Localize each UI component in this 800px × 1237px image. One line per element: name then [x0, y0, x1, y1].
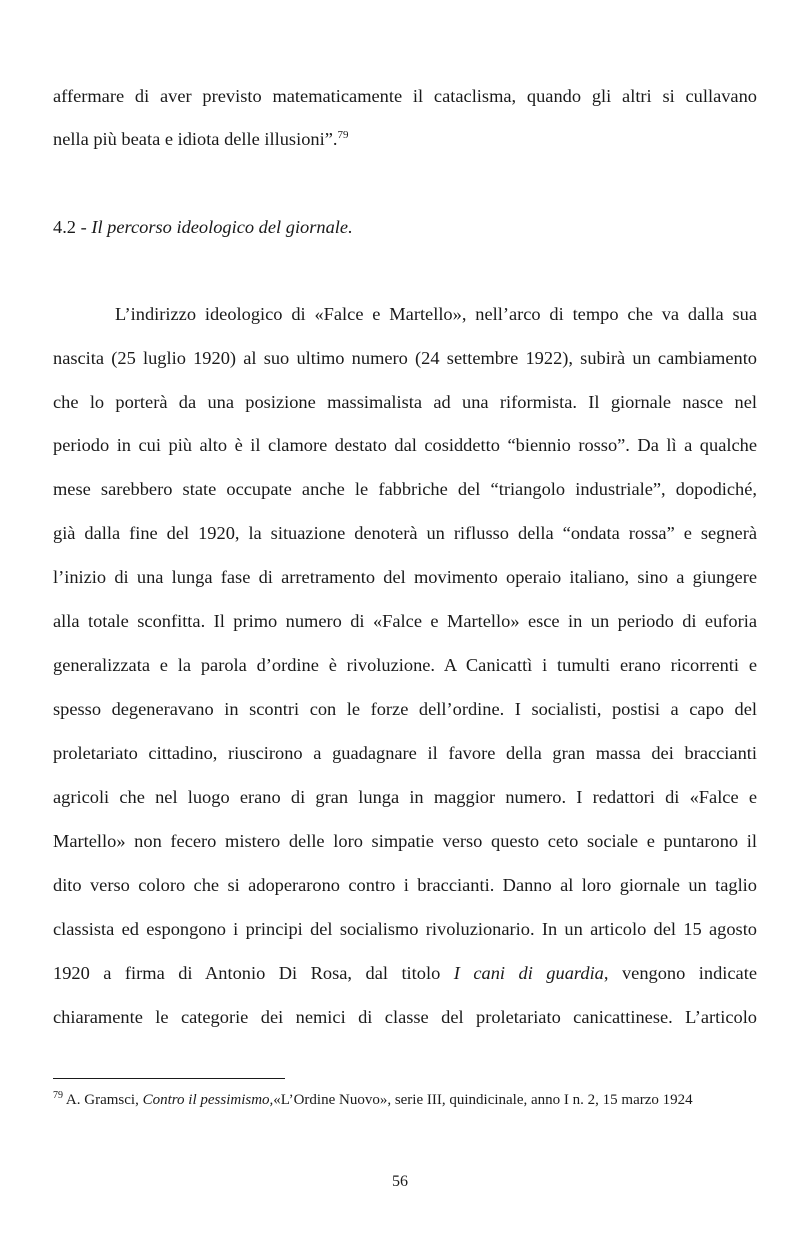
footnote-title: Contro il pessimismo, — [142, 1092, 274, 1108]
section-number: 4.2 - — [53, 217, 87, 237]
text-line: L’indirizzo ideologico di «Falce e Martello», nell’arco di tempo che va dalla sua — [115, 304, 757, 324]
text-line: l’inizio di una lunga fase di arretramento del movimento operaio italiano, sino a giungere — [53, 567, 757, 587]
text-line — [53, 127, 757, 151]
text-line: alla totale sconfitta. Il primo numero di «Falce e Martello» esce in un periodo di euforia — [53, 611, 757, 631]
text-line: Martello» non fecero mistero delle loro simpatie verso questo ceto sociale e puntarono il — [53, 831, 757, 851]
text-segment: 1920 a firma di Antonio Di Rosa, dal titolo — [53, 963, 441, 983]
text-line: che lo porterà da una posizione massimalista ad una riformista. Il giornale nasce nel — [53, 392, 757, 412]
text-line: affermare di aver previsto matematicamente il cataclisma, quando gli altri si cullavano — [53, 86, 757, 106]
text-line: nascita (25 luglio 1920) al suo ultimo numero (24 settembre 1922), subirà un cambiamento — [53, 348, 757, 368]
text-line: proletariato cittadino, riuscirono a guadagnare il favore della gran massa dei braccianti — [53, 743, 757, 763]
footnote-separator — [53, 1078, 285, 1079]
page-number: 56 — [392, 1173, 408, 1190]
text-line-content: nella più beata e idiota delle illusioni”. — [53, 129, 338, 149]
footnote-marker: 79 — [53, 1090, 63, 1101]
text-line: già dalla fine del 1920, la situazione denoterà un riflusso della “ondata rossa” e segnerà — [53, 523, 757, 543]
text-line: periodo in cui più alto è il clamore destato dal cosiddetto “biennio rosso”. Da lì a qualche — [53, 435, 757, 455]
footnote-source: «L’Ordine Nuovo», serie III, quindicinale, anno I n. 2, 15 marzo 1924 — [273, 1092, 693, 1108]
section-title: Il percorso ideologico del giornale. — [91, 217, 353, 237]
footnote-author: A. Gramsci, — [63, 1092, 143, 1108]
text-line: chiaramente le categorie dei nemici di classe del proletariato canicattinese. L’articolo — [53, 1007, 757, 1027]
article-title: I cani di guardia — [453, 963, 604, 983]
text-line: mese sarebbero state occupate anche le fabbriche del “triangolo industriale”, dopodiché, — [53, 479, 757, 499]
section-heading — [53, 215, 757, 239]
text-line: generalizzata e la parola d’ordine è rivoluzione. A Canicattì i tumulti erano ricorrenti e — [53, 655, 757, 675]
text-line: spesso degeneravano in scontri con le forze dell’ordine. I socialisti, postisi a capo del — [53, 699, 757, 719]
text-line: classista ed espongono i principi del socialismo rivoluzionario. In un articolo del 15 agosto — [53, 919, 757, 939]
text-segment: , vengono indicate — [603, 963, 757, 983]
text-line: agricoli che nel luogo erano di gran lunga in maggior numero. I redattori di «Falce e — [53, 787, 757, 807]
text-line: dito verso coloro che si adoperarono contro i braccianti. Danno al loro giornale un taglio — [53, 875, 757, 895]
footnote-ref[interactable]: 79 — [337, 129, 349, 141]
text-line — [53, 961, 757, 985]
footnote — [53, 1090, 773, 1110]
